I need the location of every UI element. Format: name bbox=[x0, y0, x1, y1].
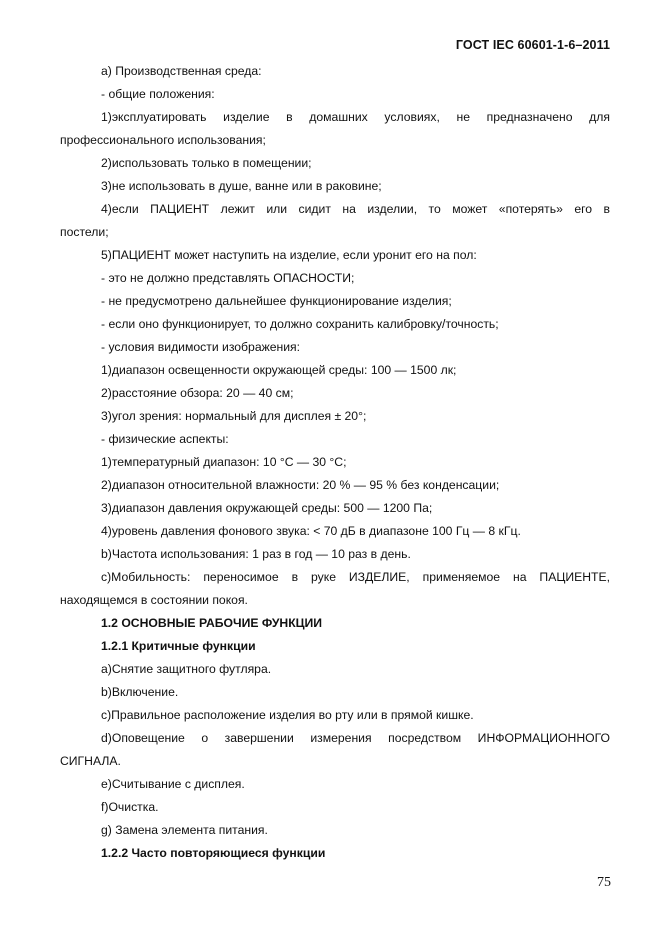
text-line: 5)ПАЦИЕНТ может наступить на изделие, если уронит его на пол: bbox=[101, 248, 477, 262]
text-line: 3)диапазон давления окружающей среды: 500 — 1200 Па; bbox=[101, 501, 433, 515]
subsection-heading: 1.2.1 Критичные функции bbox=[101, 639, 256, 653]
text-line: 2)расстояние обзора: 20 — 40 см; bbox=[101, 386, 294, 400]
subsection-heading: 1.2.2 Часто повторяющиеся функции bbox=[101, 846, 326, 860]
text-line: e)Считывание с дисплея. bbox=[101, 777, 245, 791]
text-line: d)Оповещение о завершении измерения посредством ИНФОРМАЦИОННОГО bbox=[101, 731, 610, 745]
text-line: g) Замена элемента питания. bbox=[101, 823, 268, 837]
text-line: b)Включение. bbox=[101, 685, 179, 699]
text-line: находящемся в состоянии покоя. bbox=[60, 593, 248, 607]
text-line: - если оно функционирует, то должно сохранить калибровку/точность; bbox=[101, 317, 499, 331]
text-line: 4)если ПАЦИЕНТ лежит или сидит на изделии, то может «потерять» его в bbox=[101, 202, 610, 216]
text-line: 2)использовать только в помещении; bbox=[101, 156, 312, 170]
text-line: профессионального использования; bbox=[60, 133, 266, 147]
section-heading: 1.2 ОСНОВНЫЕ РАБОЧИЕ ФУНКЦИИ bbox=[101, 616, 323, 630]
text-line: b)Частота использования: 1 раз в год — 10 раз в день. bbox=[101, 547, 411, 561]
document-header: ГОСТ IEC 60601-1-6–2011 bbox=[455, 38, 610, 52]
text-line: f)Очистка. bbox=[101, 800, 159, 814]
text-line: 2)диапазон относительной влажности: 20 % — 95 % без конденсации; bbox=[101, 478, 500, 492]
text-line: 1)диапазон освещенности окружающей среды: 100 — 1500 лк; bbox=[101, 363, 457, 377]
text-line: a) Производственная среда: bbox=[101, 64, 262, 78]
text-line: 3)не использовать в душе, ванне или в раковине; bbox=[101, 179, 382, 193]
text-line: СИГНАЛА. bbox=[60, 754, 121, 768]
text-line: - это не должно представлять ОПАСНОСТИ; bbox=[101, 271, 355, 285]
text-line: 1)эксплуатировать изделие в домашних условиях, не предназначено для bbox=[101, 110, 610, 124]
text-line: a)Снятие защитного футляра. bbox=[101, 662, 272, 676]
text-line: c)Правильное расположение изделия во рту или в прямой кишке. bbox=[101, 708, 474, 722]
page-number: 75 bbox=[597, 875, 611, 890]
text-line: - физические аспекты: bbox=[101, 432, 229, 446]
text-line: - не предусмотрено дальнейшее функционирование изделия; bbox=[101, 294, 452, 308]
text-line: 4)уровень давления фонового звука: < 70 дБ в диапазоне 100 Гц — 8 кГц. bbox=[101, 524, 521, 538]
document-body bbox=[60, 60, 610, 865]
text-line: - общие положения: bbox=[101, 87, 215, 101]
text-line: - условия видимости изображения: bbox=[101, 340, 301, 354]
text-line: постели; bbox=[60, 225, 109, 239]
text-line: 3)угол зрения: нормальный для дисплея ± 20°; bbox=[101, 409, 367, 423]
text-line: 1)температурный диапазон: 10 °С — 30 °С; bbox=[101, 455, 347, 469]
text-line: c)Мобильность: переносимое в руке ИЗДЕЛИЕ, применяемое на ПАЦИЕНТЕ, bbox=[101, 570, 610, 584]
